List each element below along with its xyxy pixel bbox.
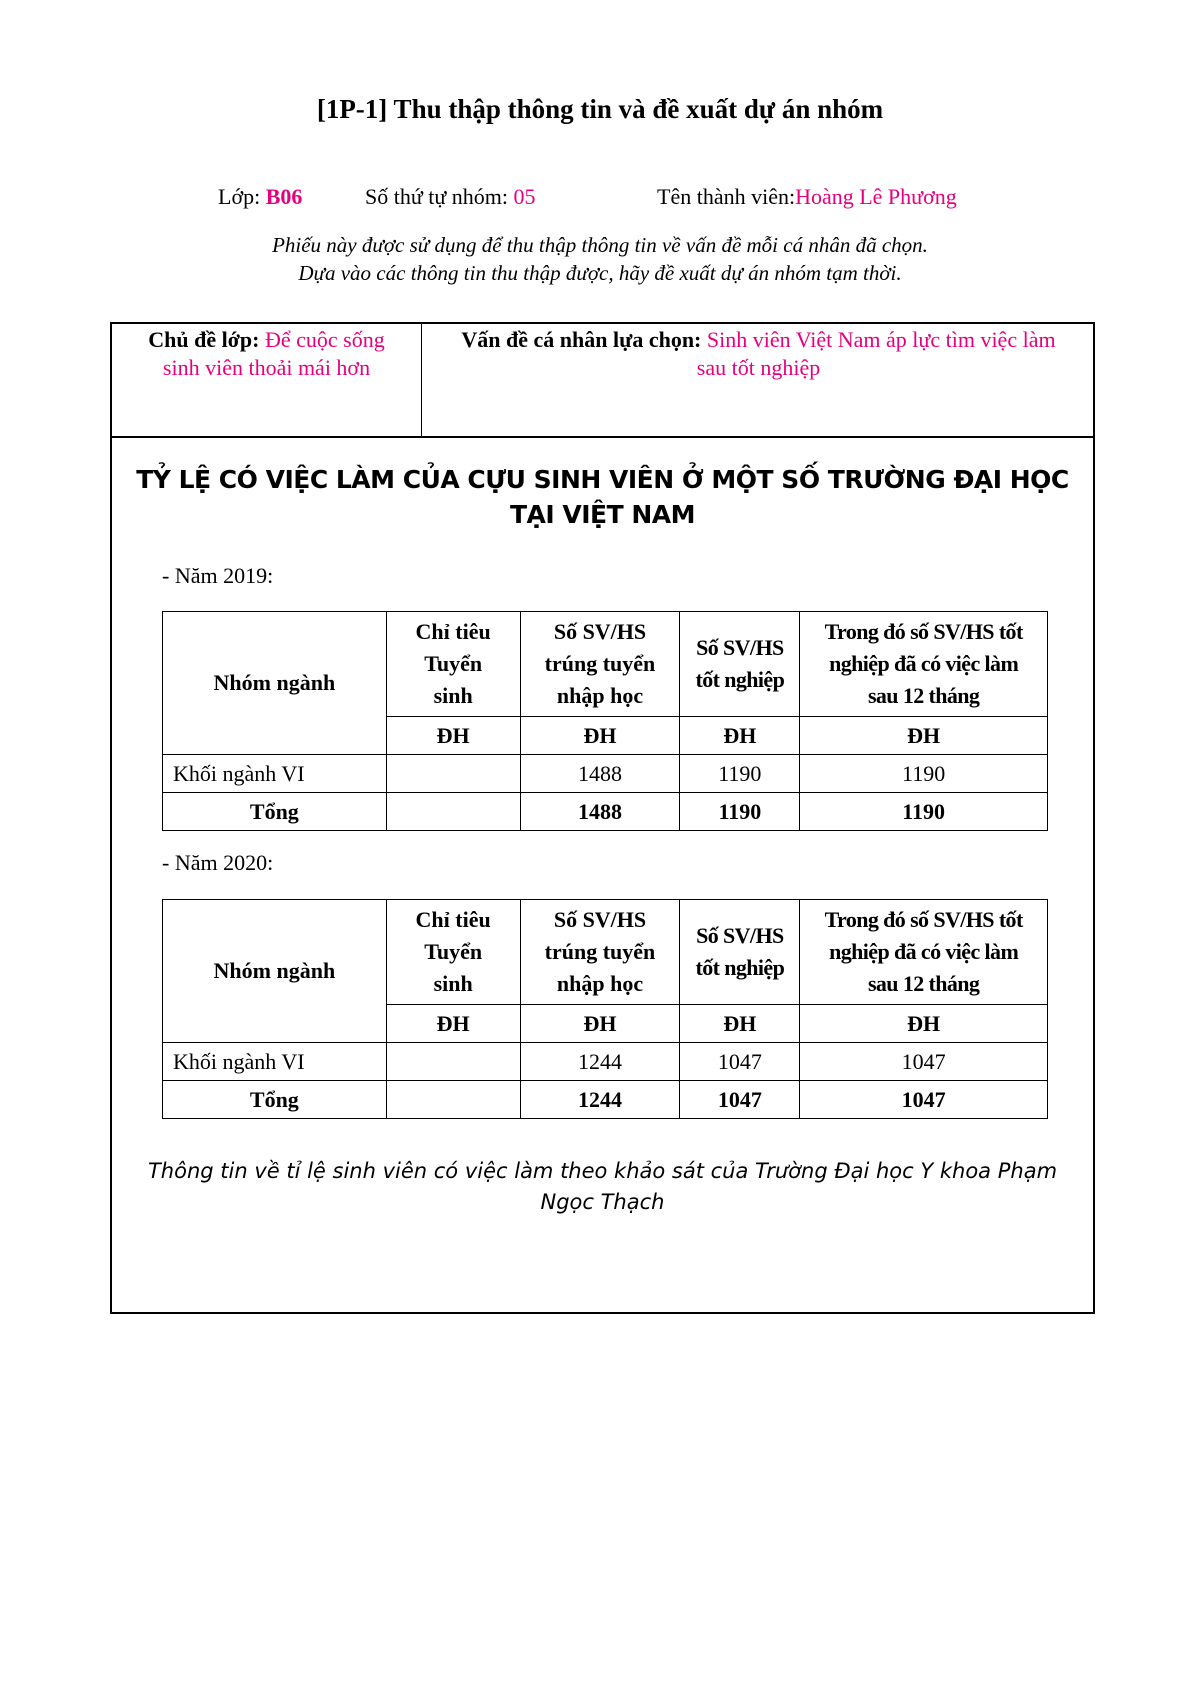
class-info <box>218 184 302 210</box>
total-row <box>163 793 1048 831</box>
cell-total-quota <box>386 793 520 831</box>
cell-graduated: 1190 <box>680 755 800 793</box>
cell-total-quota <box>386 1081 520 1119</box>
cell-admitted: 1244 <box>520 1043 680 1081</box>
col-header-quota: Chỉ tiêu Tuyển sinh <box>386 900 520 1005</box>
cell-total-admitted: 1488 <box>520 793 680 831</box>
section-heading-line-1: TỶ LỆ CÓ VIỆC LÀM CỦA CỰU SINH VIÊN Ở MỘT SỐ TRƯỜNG ĐẠI HỌC <box>136 465 1069 494</box>
page-title: [1P-1] Thu thập thông tin và đề xuất dự án nhóm <box>316 94 884 124</box>
cell-employed: 1047 <box>800 1043 1048 1081</box>
col-header-graduated: Số SV/HS tốt nghiệp <box>680 900 800 1005</box>
sub-header-quota: ĐH <box>386 717 520 755</box>
source-line-2: Ngọc Thạch <box>540 1190 665 1214</box>
sub-header-graduated: ĐH <box>680 717 800 755</box>
sub-header-admitted: ĐH <box>520 1005 680 1043</box>
cell-quota <box>386 755 520 793</box>
intro-line-2: Dựa vào các thông tin thu thập được, hãy đề xuất dự án nhóm tạm thời. <box>298 261 902 285</box>
group-info <box>365 184 536 210</box>
col-header-group: Nhóm ngành <box>163 900 387 1043</box>
cell-quota <box>386 1043 520 1081</box>
group-value: 05 <box>513 184 536 209</box>
cell-total-admitted: 1244 <box>520 1081 680 1119</box>
cell-total-graduated: 1190 <box>680 793 800 831</box>
class-label: Lớp: <box>218 184 266 209</box>
personal-topic-value-1: Sinh viên Việt Nam áp lực tìm việc làm <box>706 327 1056 352</box>
personal-topic-value-2: sau tốt nghiệp <box>696 355 821 380</box>
class-topic-value-2: sinh viên thoải mái hơn <box>162 355 371 380</box>
cell-employed: 1190 <box>800 755 1048 793</box>
cell-total-employed: 1047 <box>800 1081 1048 1119</box>
col-header-admitted: Số SV/HS trúng tuyển nhập học <box>520 612 680 717</box>
sub-header-admitted: ĐH <box>520 717 680 755</box>
cell-graduated: 1047 <box>680 1043 800 1081</box>
form-frame <box>110 322 1095 1314</box>
sub-header-employed: ĐH <box>800 1005 1048 1043</box>
class-topic-cell <box>112 324 422 436</box>
employment-table-2019 <box>162 611 1048 831</box>
class-topic-label: Chủ đề lớp: <box>148 327 265 352</box>
col-header-employed: Trong đó số SV/HS tốt nghiệp đã có việc làm sau 12 tháng <box>800 900 1048 1005</box>
col-header-group: Nhóm ngành <box>163 612 387 755</box>
section-heading-line-2: TẠI VIỆT NAM <box>509 500 696 529</box>
table-row <box>163 755 1048 793</box>
cell-total-label: Tổng <box>163 793 387 831</box>
cell-group: Khối ngành VI <box>163 1043 387 1081</box>
group-label: Số thứ tự nhóm: <box>365 184 514 209</box>
sub-header-graduated: ĐH <box>680 1005 800 1043</box>
cell-total-employed: 1190 <box>800 793 1048 831</box>
cell-total-label: Tổng <box>163 1081 387 1119</box>
total-row <box>163 1081 1048 1119</box>
personal-topic-cell <box>424 324 1093 436</box>
year-label-2019: - Năm 2019: <box>162 563 274 588</box>
employment-table-2020 <box>162 899 1048 1119</box>
sub-header-employed: ĐH <box>800 717 1048 755</box>
intro-line-1: Phiếu này được sử dụng để thu thập thông tin về vấn đề mỗi cá nhân đã chọn. <box>272 233 928 257</box>
member-value: Hoàng Lê Phương <box>795 184 957 209</box>
cell-admitted: 1488 <box>520 755 680 793</box>
col-header-employed: Trong đó số SV/HS tốt nghiệp đã có việc làm sau 12 tháng <box>800 612 1048 717</box>
topic-row <box>112 324 1093 438</box>
col-header-graduated: Số SV/HS tốt nghiệp <box>680 612 800 717</box>
class-topic-value-1: Để cuộc sống <box>264 327 385 352</box>
section-heading <box>112 462 1093 532</box>
cell-total-graduated: 1047 <box>680 1081 800 1119</box>
member-info <box>657 184 957 210</box>
sub-header-quota: ĐH <box>386 1005 520 1043</box>
cell-group: Khối ngành VI <box>163 755 387 793</box>
col-header-quota: Chỉ tiêu Tuyển sinh <box>386 612 520 717</box>
source-line-1: Thông tin về tỉ lệ sinh viên có việc làm theo khảo sát của Trường Đại học Y khoa Phạm <box>147 1159 1058 1183</box>
source-note <box>112 1156 1093 1218</box>
year-label-2020: - Năm 2020: <box>162 850 274 875</box>
col-header-admitted: Số SV/HS trúng tuyển nhập học <box>520 900 680 1005</box>
class-value: B06 <box>265 184 303 209</box>
personal-topic-label: Vấn đề cá nhân lựa chọn: <box>461 327 707 352</box>
member-label: Tên thành viên: <box>657 184 796 209</box>
table-row <box>163 1043 1048 1081</box>
